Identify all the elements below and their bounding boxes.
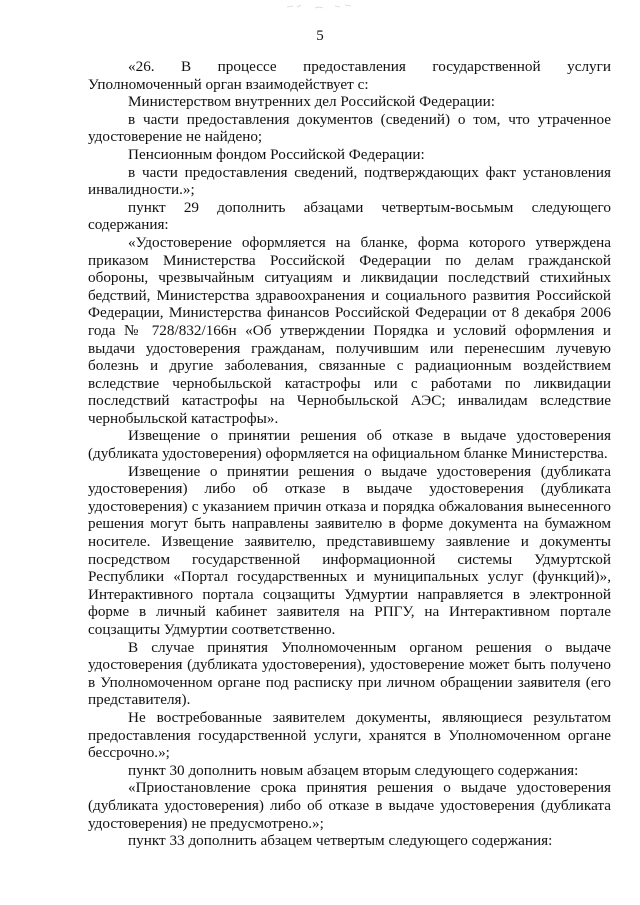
paragraph-unclaimed-documents: Не востребованные заявителем документы, являющиеся результатом предоставления государственной услуги, хранятся в Уполномоченном органе бессрочно.»; xyxy=(88,708,611,762)
paragraph-certificate-form: «Удостоверение оформляется на бланке, форма которого утверждена приказом Министерства Российской Федерации по делам гражданской обороны, чрезвычайным ситуациям и ликвидации последствий стихийных бедствий, Министерства здравоохранения и социального развития Российской Федерации, Министерства финансов Российской Федерации от 8 декабря 2006 года № 728/832/166н «Об утверждении Порядка и условий оформления и выдачи удостоверения гражданам, получившим или перенесшим лучевую болезнь и другие заболевания, связанные с радиационным воздействием вследствие чернобыльской катастрофы или с работами по ликвидации последствий катастрофы на Чернобыльской АЭС; инвалидам вследствие чернобыльской катастрофы». xyxy=(88,233,611,427)
paragraph-mvd-detail: в части предоставления документов (сведений) о том, что утраченное удостоверение не найдено; xyxy=(88,110,611,146)
paragraph-item-33: пункт 33 дополнить абзацем четвертым следующего содержания: xyxy=(128,832,553,850)
paragraph-refusal-notice: Извещение о принятии решения об отказе в выдаче удостоверения (дубликата удостоверения) оформляется на официальном бланке Министерства. xyxy=(88,427,611,463)
paragraph-pension-fund: Пенсионным фондом Российской Федерации: xyxy=(128,145,425,163)
paragraph-item-30: пункт 30 дополнить новым абзацем вторым следующего содержания: xyxy=(128,761,579,779)
paragraph-mvd: Министерством внутренних дел Российской Федерации: xyxy=(128,93,496,111)
paragraph-suspension: «Приостановление срока принятия решения о выдаче удостоверения (дубликата удостоверения) либо об отказе в выдаче удостоверения (дубликата удостоверения) не предусмотрено.»; xyxy=(88,779,611,832)
paragraph-pension-detail: в части предоставления сведений, подтверждающих факт установления инвалидности.»; xyxy=(88,163,611,199)
scan-artifact-mark xyxy=(285,2,355,10)
document-body xyxy=(88,58,611,850)
paragraph-item-29: пункт 29 дополнить абзацами четвертым-восьмым следующего содержания: xyxy=(88,198,611,234)
paragraph-decision-notice: Извещение о принятии решения о выдаче удостоверения (дубликата удостоверения) либо об отказе в выдаче удостоверения (дубликата удостоверения) с указанием причин отказа и порядка обжалования вынесенного решения могут быть направлены заявителю в форме документа на бумажном носителе. Извещение заявителю, представившему заявление и документы посредством государственной информационной системы Удмуртской Республики «Портал государственных и муниципальных услуг (функций)», Интерактивного портала соцзащиты Удмуртии направляется в электронной форме в личный кабинет заявителя на РПГУ, на Интерактивном портале соцзащиты Удмуртии соответственно. xyxy=(88,462,611,638)
paragraph-certificate-receipt: В случае принятия Уполномоченным органом решения о выдаче удостоверения (дубликата удостоверения), удостоверение может быть получено в Уполномоченном органе под расписку при личном обращении заявителя (его представителя). xyxy=(88,638,611,709)
page-number: 5 xyxy=(316,28,324,44)
paragraph-26-intro: «26. В процессе предоставления государственной услуги Уполномоченный орган взаимодействует с: xyxy=(88,58,611,93)
